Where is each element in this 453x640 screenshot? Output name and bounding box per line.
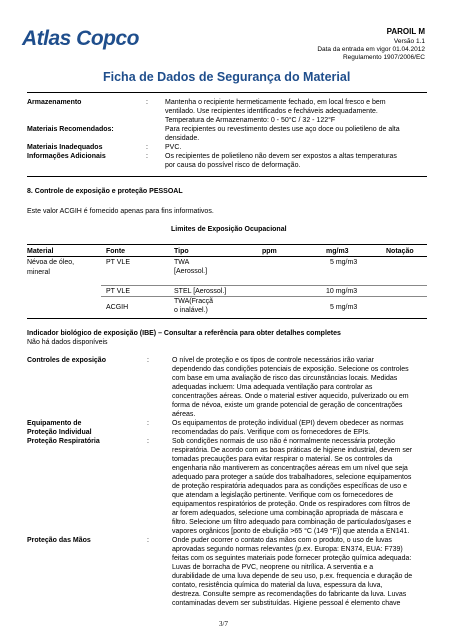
product-name: PAROIL M	[386, 27, 425, 36]
ppe-label-1: Equipamento de	[27, 420, 82, 427]
hands-line: durabilidade de uma luva depende de seu uso, p.ex. frequencia e duração de	[172, 573, 413, 580]
hands-line: aprovadas segundo normas relevantes (p.ex. Europa: EN374, EUA: F739)	[172, 546, 403, 553]
hands-line: Luvas de borracha de PVC, neoprene ou nitrílica. A serventia e a	[172, 564, 374, 571]
cell-mgm3: 10 mg/m3	[326, 288, 358, 295]
col-ppm: ppm	[262, 248, 277, 255]
hand-protection-label: Proteção das Mãos	[27, 537, 91, 544]
colon: :	[147, 438, 149, 445]
recommended-line-1: Para recipientes ou revestimento destes use aço doce ou polietileno de alta	[165, 126, 400, 133]
colon: :	[147, 420, 149, 427]
resp-line: engenharia não mantiverem as concentrações aéreas em um nível que seja	[172, 465, 408, 472]
ibe-title: Indicador biológico de exposição (IBE) – Consultar a referência para obter detalhes completes	[27, 330, 341, 337]
cell-fonte: PT VLE	[106, 288, 130, 295]
hands-line: Onde puder ocorrer o contato das mãos com o produto, o uso de luvas	[172, 537, 392, 544]
storage-line-3: Temperatura de Armazenamento: 0 - 50°C / 32 - 122°F	[165, 117, 336, 124]
header-divider	[27, 92, 427, 93]
controls-line: concentrações aéreas. Onde o material estiver aquecido, pulverizado ou em	[172, 393, 409, 400]
section-8-heading: 8. Controle de exposição e proteção PESSOAL	[27, 188, 183, 195]
additional-line-1: Os recipientes de polietileno não devem ser expostos a altas temperaturas	[165, 153, 397, 160]
hands-line: contaminadas devem ser substituídas. Higiene pessoal é elemento chave	[172, 600, 401, 607]
table-top-rule	[27, 244, 427, 245]
controls-line: com base em uma avaliação de risco das circunstâncias locais. Medidas	[172, 375, 398, 382]
version: Versão 1.1	[393, 38, 425, 45]
hands-line: destreza. Consulte sempre as recomendações do fabricante da luva. Luvas	[172, 591, 407, 598]
controls-line: dependendo das condições potenciais de exposição. Selecione os controles	[172, 366, 409, 373]
storage-line-1: Mantenha o recipiente hermeticamente fechado, em local fresco e bem	[165, 99, 386, 106]
effective-date: Data da entrada em vigor 01.04.2012	[317, 46, 425, 53]
row-rule	[101, 296, 427, 297]
recommended-line-2: densidade.	[165, 135, 200, 142]
controls-line: aéreas.	[172, 411, 196, 418]
resp-line: Sob condições normais de uso não é normalmente necessária proteção	[172, 438, 395, 445]
ppe-line: Os equipamentos de proteção individual (EPI) devem obedecer as normas	[172, 420, 404, 427]
controls-line: forma de névoa, existe um grande potencial de geração de concentrações	[172, 402, 403, 409]
regulation: Regulamento 1907/2006/EC	[342, 54, 425, 61]
additional-line-2: por causa do possível risco de deformação.	[165, 162, 301, 169]
ibe-text: Não há dados disponíveis	[27, 339, 108, 346]
cell-tipo: [Aerossol.]	[174, 268, 208, 275]
ppe-line: recomendadas do país. Verifique com os fornecedores de EPIs.	[172, 429, 371, 436]
cell-material: mineral	[27, 269, 50, 276]
resp-line: tomadas precauções para evitar respirar o material. Se os controles da	[172, 456, 393, 463]
recommended-materials-label: Materiais Recomendados:	[27, 126, 114, 133]
atlas-copco-logo: Atlas Copco	[22, 27, 140, 50]
resp-line: respiratória. De acordo com as boas práticas de higiene industrial, devem ser	[172, 447, 413, 454]
storage-line-2: ventilado. Use recipientes identificados e fecháveis adequadamente.	[165, 108, 378, 115]
colon: :	[146, 144, 148, 151]
ppe-label-2: Proteção Individual	[27, 429, 92, 436]
resp-line: vapores orgânicos [ponto de ebulição >65 °C (149 °F)] que atenda a EN141.	[172, 528, 410, 535]
section-divider	[27, 176, 427, 177]
additional-info-label: Informações Adicionais	[27, 153, 106, 160]
resp-line: filtro. Selecione um filtro adequado para combinação de particulados/gases e	[172, 519, 412, 526]
unsuitable-value: PVC.	[165, 144, 182, 151]
col-notacao: Notação	[386, 248, 414, 255]
row-rule	[101, 285, 427, 286]
resp-line: adequado para proteger a saúde dos trabalhadores, selecione equipamentos	[172, 474, 412, 481]
controls-line: O nível de proteção e os tipos de controle necessários irão variar	[172, 357, 374, 364]
unsuitable-materials-label: Materiais Inadequados	[27, 144, 103, 151]
controls-line: adequadas incluem: Uma adequada ventilação para controlar as	[172, 384, 373, 391]
colon: :	[147, 357, 149, 364]
storage-label: Armazenamento	[27, 99, 82, 106]
respiratory-label: Proteção Respiratória	[27, 438, 100, 445]
cell-fonte: PT VLE	[106, 259, 130, 266]
acgih-note: Este valor ACGIH é fornecido apenas para fins informativos.	[27, 208, 214, 215]
resp-line: ar forem adequados, selecione uma combinação apropriada de máscara e	[172, 510, 404, 517]
cell-tipo: TWA(Fracçã	[174, 298, 214, 305]
exposure-limits-title: Limites de Exposição Ocupacional	[171, 226, 287, 233]
col-tipo: Tipo	[174, 248, 189, 255]
col-mgm3: mg/m3	[326, 248, 349, 255]
controls-label: Controles de exposição	[27, 357, 106, 364]
cell-mgm3: 5 mg/m3	[330, 259, 358, 266]
cell-material: Névoa de óleo,	[27, 259, 75, 266]
colon: :	[146, 153, 148, 160]
cell-tipo: STEL [Aerossol.]	[174, 288, 227, 295]
colon: :	[147, 537, 149, 544]
resp-line: que atendam a legislação pertinente. Verifique com os fornecedores de	[172, 492, 394, 499]
cell-tipo: TWA	[174, 259, 190, 266]
table-bottom-rule	[27, 318, 427, 319]
colon: :	[146, 99, 148, 106]
cell-tipo: o inalável.)	[174, 307, 208, 314]
col-fonte: Fonte	[106, 248, 126, 255]
hands-line: feitas com os seguintes materiais pode fornecer proteção química adequada:	[172, 555, 412, 562]
table-header-rule	[27, 256, 427, 257]
hands-line: contato, resistência química do material da luva, espessura da luva,	[172, 582, 383, 589]
col-material: Material	[27, 248, 54, 255]
resp-line: de proteção respiratória adequados para as condições específicas de uso e	[172, 483, 408, 490]
header-meta	[317, 38, 425, 62]
cell-mgm3: 5 mg/m3	[330, 304, 358, 311]
resp-line: equipamentos respiratórios de proteção. Onde os respiradores com filtros de	[172, 501, 411, 508]
cell-fonte: ACGIH	[106, 304, 129, 311]
page-number: 3/7	[219, 620, 228, 628]
document-title: Ficha de Dados de Segurança do Material	[103, 70, 351, 84]
